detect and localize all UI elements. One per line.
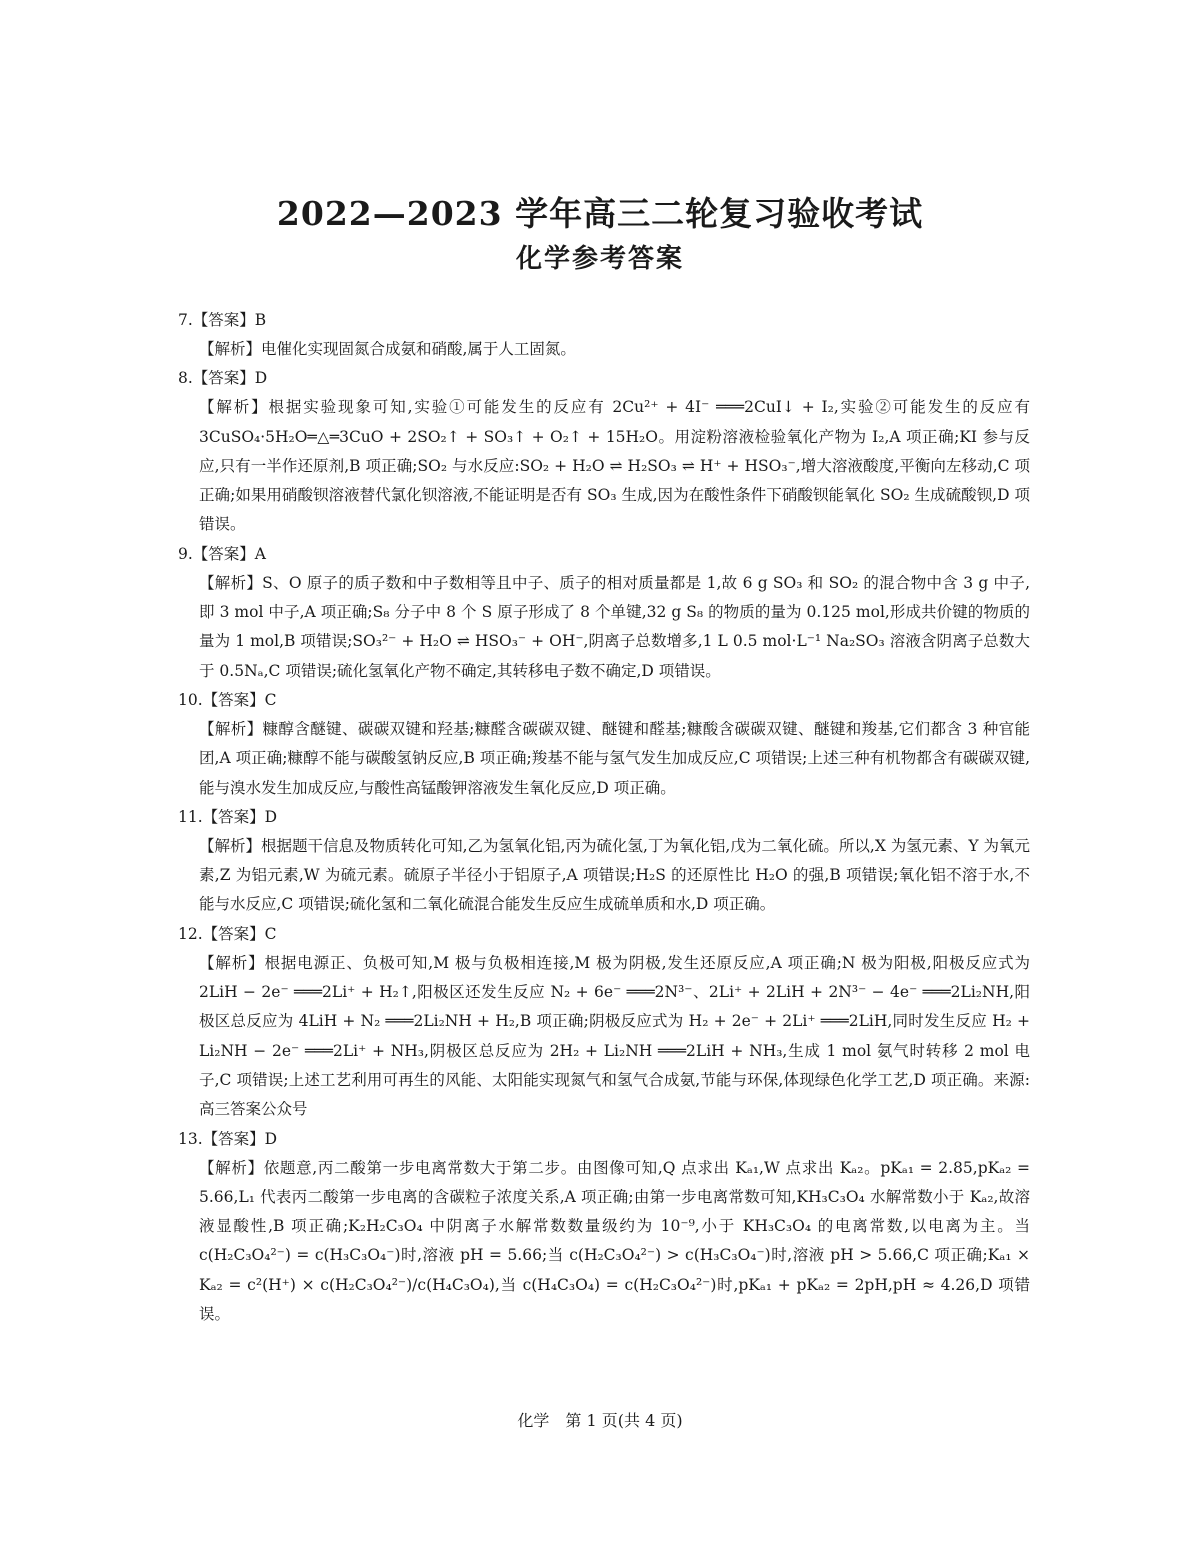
question-item bbox=[178, 1125, 1030, 1330]
explanation-paragraph: 【解析】糠醇含醚键、碳碳双键和羟基;糠醛含碳碳双键、醚键和醛基;糠酸含碳碳双键、醚键和羧基,它们都含 3 种官能团,A 项正确;糠醇不能与碳酸氢钠反应,B 项正确;羧基不能与氢气发生加成反应,C 项错误;上述三种有机物都含有碳碳双键,能与溴水发生加成反应,与酸性高锰酸钾溶液发生氧化反应,D 项正确。 bbox=[199, 719, 1030, 797]
question-item bbox=[178, 686, 1030, 803]
question-item bbox=[178, 364, 1030, 539]
explanation-paragraph: 【解析】根据题干信息及物质转化可知,乙为氢氧化铝,丙为硫化氢,丁为氧化铝,戊为二氧化硫。所以,X 为氢元素、Y 为氧元素,Z 为铝元素,W 为硫元素。硫原子半径小于铝原子,A 项错误;H₂S 的还原性比 H₂O 的强,B 项错误;氧化铝不溶于水,不能与水反应,C 项错误;硫化氢和二氧化硫混合能发生反应生成硫单质和水,D 项正确。 bbox=[199, 836, 1030, 914]
question-item bbox=[178, 920, 1030, 1125]
answer-line: 10.【答案】C bbox=[178, 690, 277, 709]
explanation-paragraph: 【解析】依题意,丙二酸第一步电离常数大于第二步。由图像可知,Q 点求出 Kₐ₁,W 点求出 Kₐ₂。pKₐ₁ = 2.85,pKₐ₂ = 5.66,L₁ 代表丙二酸第一步电离的含碳粒子浓度关系,A 项正确;由第一步电离常数可知,KH₃C₃O₄ 水解常数小于 Kₐ₂,故溶液显酸性,B 项正确;K₂H₂C₃O₄ 中阴离子水解常数数量级约为 10⁻⁹,小于 KH₃C₃O₄ 的电离常数,以电离为主。当 c(H₂C₃O₄²⁻) = c(H₃C₃O₄⁻)时,溶液 pH = 5.66;当 c(H₂C₃O₄²⁻) > c(H₃C₃O₄⁻)时,溶液 pH > 5.66,C 项正确;Kₐ₁ × Kₐ₂ = c²(H⁺) × c(H₂C₃O₄²⁻)/c(H₄C₃O₄),当 c(H₄C₃O₄) = c(H₂C₃O₄²⁻)时,pKₐ₁ + pKₐ₂ = 2pH,pH ≈ 4.26,D 项错误。 bbox=[199, 1158, 1030, 1324]
question-item bbox=[178, 306, 1030, 364]
answer-line: 12.【答案】C bbox=[178, 924, 277, 943]
answer-line: 13.【答案】D bbox=[178, 1129, 278, 1148]
answer-line: 8.【答案】D bbox=[178, 369, 268, 388]
question-item bbox=[178, 803, 1030, 920]
explanation-paragraph: 【解析】根据实验现象可知,实验①可能发生的反应有 2Cu²⁺ + 4I⁻ ═══2CuI↓ + I₂,实验②可能发生的反应有 3CuSO₄·5H₂O═△═3CuO + 2SO₂↑ + SO₃↑ + O₂↑ + 15H₂O。用淀粉溶液检验氧化产物为 I₂,A 项正确;KI 参与反应,只有一半作还原剂,B 项正确;SO₂ 与水反应:SO₂ + H₂O ⇌ H₂SO₃ ⇌ H⁺ + HSO₃⁻,增大溶液酸度,平衡向左移动,C 项正确;如果用硝酸钡溶液替代氯化钡溶液,不能证明是否有 SO₃ 生成,因为在酸性条件下硝酸钡能氧化 SO₂ 生成硫酸钡,D 项错误。 bbox=[199, 398, 1030, 534]
page-title: 2022—2023 学年高三二轮复习验收考试 bbox=[276, 194, 924, 233]
explanation-paragraph: 【解析】根据电源正、负极可知,M 极与负极相连接,M 极为阴极,发生还原反应,A 项正确;N 极为阳极,阳极反应式为 2LiH − 2e⁻ ═══2Li⁺ + H₂↑,阳极区还发生反应 N₂ + 6e⁻ ═══2N³⁻、2Li⁺ + 2LiH + 2N³⁻ − 4e⁻ ═══2Li₂NH,阳极区总反应为 4LiH + N₂ ═══2Li₂NH + H₂,B 项正确;阴极反应式为 H₂ + 2e⁻ + 2Li⁺ ═══2LiH,同时发生反应 H₂ + Li₂NH − 2e⁻ ═══2Li⁺ + NH₃,阴极区总反应为 2H₂ + Li₂NH ═══2LiH + NH₃,生成 1 mol 氨气时转移 2 mol 电子,C 项错误;上述工艺利用可再生的风能、太阳能实现氮气和氢气合成氨,节能与环保,体现绿色化学工艺,D 项正确。来源:高三答案公众号 bbox=[199, 953, 1030, 1119]
answer-line: 9.【答案】A bbox=[178, 544, 266, 563]
explanation-paragraph: 【解析】电催化实现固氮合成氨和硝酸,属于人工固氮。 bbox=[199, 340, 576, 358]
answer-line: 11.【答案】D bbox=[178, 807, 278, 826]
explanation-paragraph: 【解析】S、O 原子的质子数和中子数相等且中子、质子的相对质量都是 1,故 6 g SO₃ 和 SO₂ 的混合物中含 3 g 中子,即 3 mol 中子,A 项正确;S₈ 分子中 8 个 S 原子形成了 8 个单键,32 g S₈ 的物质的量为 0.125 mol,形成共价键的物质的量为 1 mol,B 项错误;SO₃²⁻ + H₂O ⇌ HSO₃⁻ + OH⁻,阴离子总数增多,1 L 0.5 mol·L⁻¹ Na₂SO₃ 溶液含阴离子总数大于 0.5Nₐ,C 项错误;硫化氢氧化产物不确定,其转移电子数不确定,D 项错误。 bbox=[199, 573, 1030, 680]
question-item bbox=[178, 540, 1030, 686]
page-subtitle: 化学参考答案 bbox=[515, 244, 684, 274]
answer-list bbox=[178, 306, 1030, 1329]
page-footer: 化学 第 1 页(共 4 页) bbox=[517, 1411, 683, 1430]
answer-line: 7.【答案】B bbox=[178, 311, 267, 329]
